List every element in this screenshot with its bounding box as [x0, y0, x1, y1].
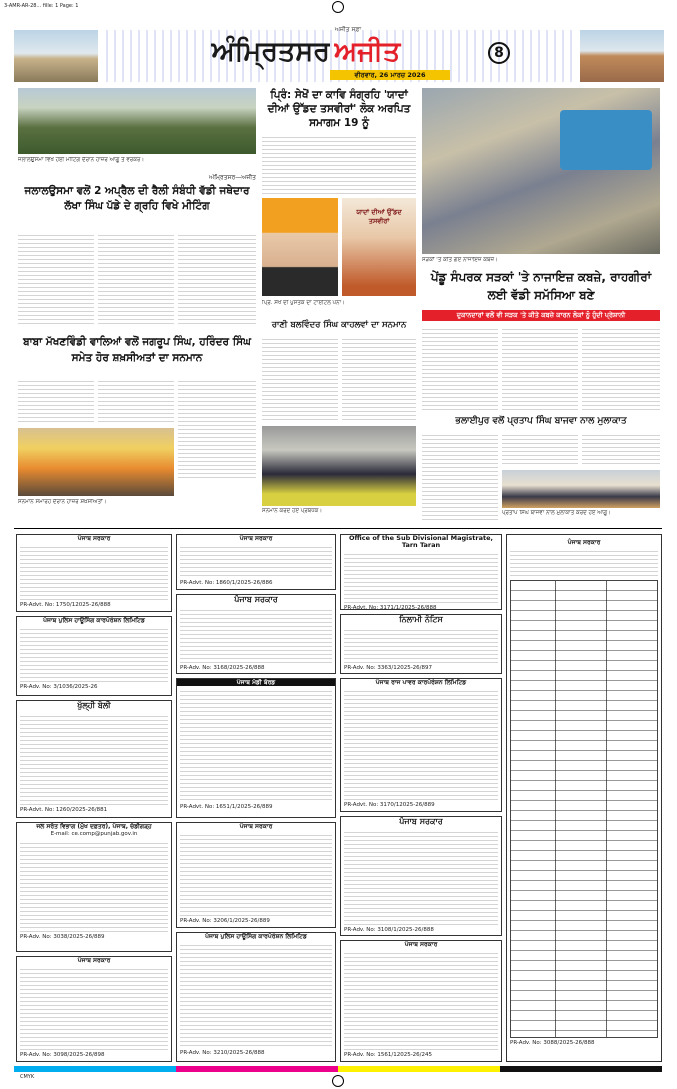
- ad-d-head: ਪੰਜਾਬ ਸਰਕਾਰ: [567, 539, 601, 546]
- ad-b3-ref: PR-Advt. No: 1651/1/2025-26/889: [180, 804, 273, 810]
- ad-c5-head: ਪੰਜਾਬ ਸਰਕਾਰ: [404, 941, 438, 948]
- book-caption: ਪ੍ਰਿੰ. ਸੇਖੋਂ ਦੀ ਪੁਸਤਕ ਦਾ ਟਾਈਟਲ ਪੰਨਾ।: [262, 300, 345, 306]
- ad-b1: [176, 534, 336, 590]
- ad-b2: [176, 594, 336, 674]
- ad-b3-body: [180, 688, 332, 802]
- masthead-title-left: ਅੰਮ੍ਰਿਤਸਰ: [211, 36, 330, 67]
- bajwa-caption: ਪ੍ਰਤਾਪ ਸਿੰਘ ਬਾਜਵਾ ਨਾਲ ਮੁਲਾਕਾਤ ਕਰਦੇ ਹੋਏ ਆਗੂ।: [502, 510, 611, 516]
- honour-article-col-1: [262, 336, 338, 422]
- ad-b4-ref: PR-Adv. No: 3206/1/2025-26/889: [180, 918, 270, 924]
- book-cover-title: ਯਾਦਾਂ ਦੀਆਂ ਉੱਡਦ ਤਸਵੀਰਾਂ: [356, 208, 402, 225]
- ad-d-table: [510, 580, 658, 1038]
- ad-a2-body: [20, 626, 168, 682]
- ad-c3-body: [344, 688, 498, 800]
- ad-b1-ref: PR-Advt. No: 1860/1/2025-26/886: [180, 580, 273, 586]
- ad-a1: [16, 534, 172, 612]
- rally-article-col-1: [18, 232, 94, 326]
- honour-article-col-2: [342, 336, 416, 422]
- ad-c2-ref: PR-Adv. No: 3363/12025-26/897: [344, 665, 433, 671]
- ad-a2: [16, 616, 172, 696]
- ad-c5-body: [344, 950, 498, 1050]
- ad-b2-ref: PR-Adv. No: 3168/2025-26/888: [180, 665, 265, 671]
- book-article-text: [262, 134, 416, 194]
- ad-b2-head: ਪੰਜਾਬ ਸਰਕਾਰ: [234, 595, 278, 604]
- ad-b3-head: ਪੰਜਾਬ ਮੰਡੀ ਬੋਰਡ: [177, 679, 335, 686]
- ad-a1-head: ਪੰਜਾਬ ਸਰਕਾਰ: [77, 535, 111, 542]
- ad-b4-body: [180, 832, 332, 916]
- ad-b5-ref: PR-Adv. No: 3210/2025-26/888: [180, 1050, 265, 1056]
- ad-d: [506, 534, 662, 1062]
- ads-divider: [14, 528, 662, 529]
- honour-photo: [262, 426, 416, 506]
- ad-c5-ref: PR-Adv. No: 1561/12025-26/245: [344, 1052, 433, 1058]
- masthead-kicker: ਅਜੀਤ ਸਫ਼ਾ: [334, 26, 362, 33]
- rally-photo: [18, 88, 256, 154]
- ad-a4: [16, 822, 172, 952]
- ad-c3-head: ਪੰਜਾਬ ਰਾਜ ਪਾਵਰ ਕਾਰਪੋਰੇਸ਼ਨ ਲਿਮਿਟਿਡ: [375, 679, 467, 686]
- footer-color-label: CMYK: [20, 1074, 35, 1080]
- ad-c1-head: Office of the Sub Divisional Magistrate, Tarn Taran: [349, 534, 493, 549]
- book-headline: ਪ੍ਰਿੰ: ਸੇਖੋਂ ਦਾ ਕਾਵਿ ਸੰਗ੍ਰਹਿ 'ਯਾਦਾਂ ਦੀਆਂ ਉੱਡਦ ਤਸਵੀਰਾਂ' ਲੋਕ ਅਰਪਿਤ ਸਮਾਗਮ 19 ਨੂੰ: [267, 89, 411, 129]
- ad-a4-body: [20, 840, 168, 932]
- ad-b1-body: [180, 544, 332, 578]
- ad-b5: [176, 932, 336, 1062]
- ad-b3: [176, 678, 336, 818]
- masthead-title-right: ਅਜੀਤ: [334, 36, 401, 67]
- ad-b4: [176, 822, 336, 928]
- ad-c3: [340, 678, 502, 812]
- ad-c4-ref: PR-Adv. No: 3108/1/2025-26/888: [344, 927, 434, 933]
- rally-headline: ਜਲਾਲਉਸਮਾ ਵਲੋਂ 2 ਅਪ੍ਰੈਲ ਦੀ ਰੈਲੀ ਸੰਬੰਧੀ ਵੱਡੀ ਜਥੇਦਾਰ ਲੱਖਾ ਸਿੰਘ ਪੱਡੇ ਦੇ ਗ੍ਰਹਿ ਵਿਖੇ ਮੀਟਿੰਗ: [24, 185, 250, 212]
- ad-b1-head: ਪੰਜਾਬ ਸਰਕਾਰ: [239, 535, 273, 542]
- bajwa-article-col-1: [422, 432, 498, 522]
- masthead-photo-left: [14, 30, 98, 82]
- ad-a5: [16, 956, 172, 1062]
- ad-a3-ref: PR-Advt. No: 1260/2025-26/881: [20, 807, 108, 813]
- honour-caption: ਸਨਮਾਨ ਕਰਦੇ ਹੋਏ ਪ੍ਰਬੰਧਕ।: [262, 508, 323, 514]
- ad-c2: [340, 614, 502, 674]
- ad-b2-body: [180, 607, 332, 663]
- ad-a2-head: ਪੰਜਾਬ ਪੁਲਿਸ ਹਾਊਸਿੰਗ ਕਾਰਪੋਰੇਸ਼ਨ ਲਿਮਿਟਿਡ: [43, 617, 145, 624]
- rally-caption: ਜਲਾਲਉਸਮਾ ਵਿਖੇ ਹੋਈ ਮੀਟਿੰਗ ਦੌਰਾਨ ਹਾਜ਼ਰ ਆਗੂ ਤੇ ਵਰਕਰ।: [18, 157, 145, 163]
- baba-article-col-1: [18, 378, 94, 424]
- rally-article-col-3: [178, 232, 256, 326]
- ad-a5-ref: PR-Adv. No: 3098/2025-26/898: [20, 1052, 105, 1058]
- ad-c3-ref: PR-Advt. No: 3170/12025-26/889: [344, 802, 435, 808]
- honour-headline: ਰਾਣੀ ਬਲਵਿੰਦਰ ਸਿੰਘ ਕਾਹਲਵਾਂ ਦਾ ਸਨਮਾਨ: [271, 320, 407, 330]
- baba-caption: ਸਨਮਾਨ ਸਮਾਰੋਹ ਦੌਰਾਨ ਹਾਜ਼ਰ ਸ਼ਖ਼ਸੀਅਤਾਂ।: [18, 499, 107, 505]
- baba-headline: ਬਾਬਾ ਮੱਖਣਵਿੰਡੀ ਵਾਲਿਆਂ ਵਲੋਂ ਜਗਰੂਪ ਸਿੰਘ, ਹਰਿੰਦਰ ਸਿੰਘ ਸਮੇਤ ਹੋਰ ਸ਼ਖ਼ਸੀਅਤਾਂ ਦਾ ਸਨਮਾਨ: [23, 336, 251, 364]
- ad-a5-head: ਪੰਜਾਬ ਸਰਕਾਰ: [77, 957, 111, 964]
- ad-a1-ref: PR-Advt. No: 1750/12025-26/888: [20, 602, 111, 608]
- ad-c1-ref: PR-Advt. No: 3171/1/2025-26/888: [344, 605, 437, 610]
- rally-article-col-2: [98, 232, 174, 326]
- masthead-photo-right: [580, 30, 664, 82]
- ad-d-intro: [510, 548, 658, 578]
- ad-c5: [340, 940, 502, 1062]
- ad-a4-ref: PR-Adv. No: 3038/2025-26/889: [20, 934, 105, 941]
- roads-article-col-2: [502, 326, 578, 410]
- roads-article-col-1: [422, 326, 498, 410]
- page-number: 8: [494, 45, 504, 61]
- print-slug: 3-AMR-AR-28... fille: 1 Page: 1: [4, 3, 79, 9]
- ad-c4-body: [344, 829, 498, 925]
- ad-b5-body: [180, 942, 332, 1048]
- ad-a4-email: E-mail: ce.comp@punjab.gov.in: [50, 831, 138, 837]
- registration-mark-top: [332, 1, 344, 13]
- masthead-date: ਵੀਰਵਾਰ, 26 ਮਾਰਚ 2026: [354, 71, 426, 79]
- ad-a3-head: ਖੁੱਲ੍ਹੀ ਬੋਲੀ: [77, 701, 111, 710]
- roads-headline: ਪੇਂਡੂ ਸੰਪਰਕ ਸੜਕਾਂ 'ਤੇ ਨਾਜਾਇਜ਼ ਕਬਜ਼ੇ, ਰਾਹਗੀਰਾਂ ਲਈ ਵੱਡੀ ਸਮੱਸਿਆ ਬਣੇ: [430, 270, 652, 302]
- ad-c2-body: [344, 627, 498, 663]
- ad-d-ref: PR-Adv. No: 3088/2025-26/888: [510, 1040, 595, 1046]
- author-portrait: [262, 198, 338, 296]
- roads-article-col-3: [582, 326, 660, 410]
- baba-article-col-2: [98, 378, 174, 424]
- ad-a4-head: ਜਲ ਸਰੋਤ ਵਿਭਾਗ (ਮੁੱਖ ਦਫ਼ਤਰ), ਪੰਜਾਬ, ਚੰਡੀਗੜ੍ਹ: [36, 823, 152, 830]
- ad-c2-head: ਨਿਲਾਮੀ ਨੋਟਿਸ: [399, 615, 443, 624]
- bajwa-photo: [502, 470, 660, 508]
- bajwa-article-col-2: [502, 432, 578, 466]
- baba-photo: [18, 428, 174, 496]
- ad-b4-head: ਪੰਜਾਬ ਸਰਕਾਰ: [239, 823, 273, 830]
- ad-a1-body: [20, 544, 168, 600]
- roads-caption: ਸੜਕਾਂ 'ਤੇ ਕੀਤੇ ਗਏ ਨਾਜਾਇਜ਼ ਕਬਜ਼ੇ।: [422, 257, 498, 263]
- ad-a3: [16, 700, 172, 818]
- roads-bus: [560, 110, 652, 170]
- rally-caption-credit: ਅੰਮ੍ਰਿਤਸਰ—ਅਜੀਤ: [208, 174, 256, 181]
- ad-c4-head: ਪੰਜਾਬ ਸਰਕਾਰ: [399, 817, 443, 826]
- ad-a5-body: [20, 966, 168, 1050]
- footer-color-bar: [14, 1066, 662, 1072]
- baba-article-col-3: [178, 378, 256, 478]
- bajwa-article-col-3: [582, 432, 660, 466]
- roads-subhead: ਦੁਕਾਨਦਾਰਾਂ ਵਲੋਂ ਵੀ ਸੜਕ 'ਤੇ ਕੀਤੇ ਕਬਜ਼ੇ ਕਾਰਨ ਲੋਕਾਂ ਨੂੰ ਹੁੰਦੀ ਪ੍ਰੇਸ਼ਾਨੀ: [456, 311, 626, 319]
- ad-a3-body: [20, 713, 168, 805]
- ad-c1: [340, 534, 502, 610]
- ad-c4: [340, 816, 502, 936]
- registration-mark-bottom: [332, 1075, 344, 1087]
- ad-c1-body: [344, 551, 498, 603]
- ad-b5-head: ਪੰਜਾਬ ਪੁਲਿਸ ਹਾਊਸਿੰਗ ਕਾਰਪੋਰੇਸ਼ਨ ਲਿਮਿਟਿਡ: [205, 933, 307, 940]
- ad-a2-ref: PR-Adv. No: 3/1036/2025-26: [20, 684, 98, 690]
- bajwa-headline: ਭਲਾਈਪੁਰ ਵਲੋਂ ਪ੍ਰਤਾਪ ਸਿੰਘ ਬਾਜਵਾ ਨਾਲ ਮੁਲਾਕਾਤ: [455, 416, 627, 426]
